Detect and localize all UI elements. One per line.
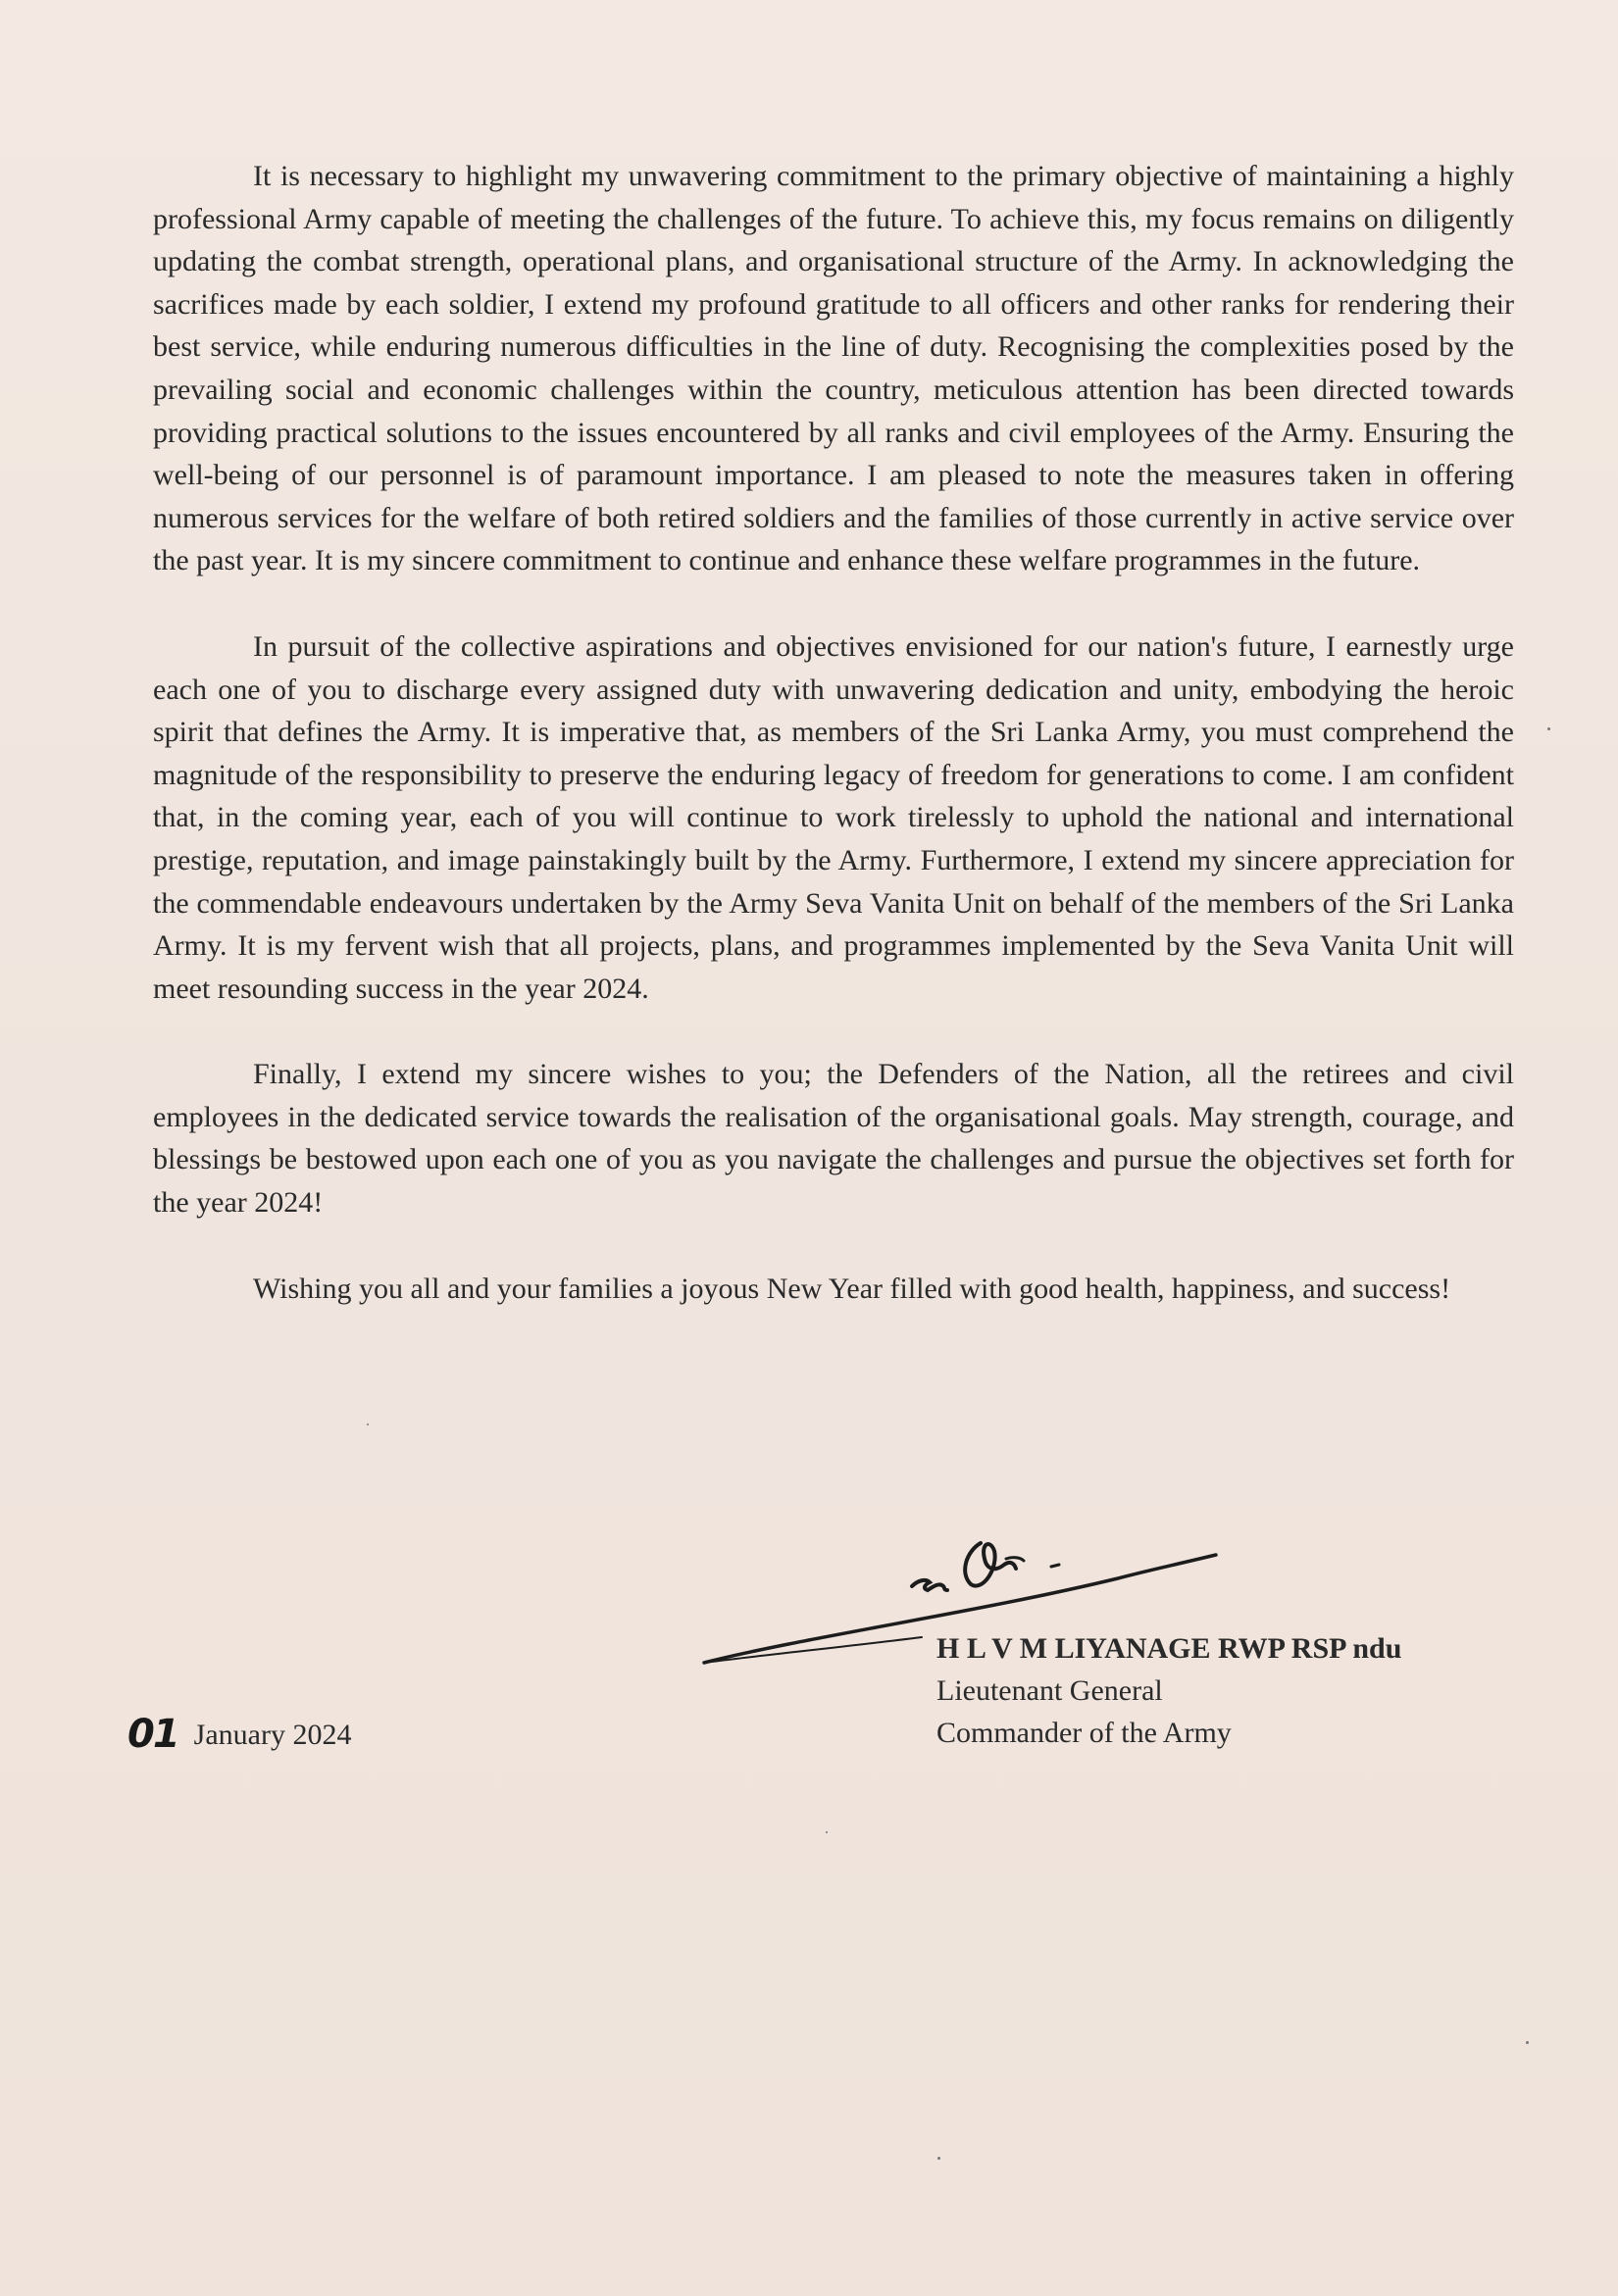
paper-speck: [367, 1423, 369, 1425]
signatory-name: H L V M LIYANAGE RWP RSP ndu: [936, 1632, 1402, 1665]
letter-body: [153, 155, 1514, 1353]
paragraph-commitment: It is necessary to highlight my unwavering commitment to the primary objective of maintaining a highly professional Army capable of meeting the challenges of the future. To achieve this, my focus remains on diligently updating the combat strength, operational plans, and organisational structure of the Army. In acknowledging the sacrifices made by each soldier, I extend my profound gratitude to all officers and other ranks for rendering their best service, while enduring numerous difficulties in the line of duty. Recognising the complexities posed by the prevailing social and economic challenges within the country, meticulous attention has been directed towards providing practical solutions to the issues encountered by all ranks and civil employees of the Army. Ensuring the well-being of our personnel is of paramount importance. I am pleased to note the measures taken in offering numerous services for the welfare of both retired soldiers and the families of those currently in active service over the past year. It is my sincere commitment to continue and enhance these welfare programmes in the future.: [153, 160, 1514, 577]
signatory-block: [936, 1627, 1401, 1754]
letter-date: [127, 1714, 351, 1756]
paragraph-aspirations: In pursuit of the collective aspirations and objectives envisioned for our nation's future, I earnestly urge each one of you to discharge every assigned duty with unwavering dedication and unity, embodying the heroic spirit that defines the Army. It is imperative that, as members of the Sri Lanka Army, you must comprehend the magnitude of the responsibility to preserve the enduring legacy of freedom for generations to come. I am confident that, in the coming year, each of you will continue to work tirelessly to uphold the national and international prestige, reputation, and image painstakingly built by the Army. Furthermore, I extend my sincere appreciation for the commendable endeavours undertaken by the Army Seva Vanita Unit on behalf of the members of the Sri Lanka Army. It is my fervent wish that all projects, plans, and programmes implemented by the Seva Vanita Unit will meet resounding success in the year 2024.: [153, 629, 1514, 1005]
paper-speck: [1526, 2041, 1529, 2044]
signatory-rank: Lieutenant General: [936, 1674, 1163, 1707]
paper-speck: [826, 1831, 828, 1833]
paper-speck: [937, 2157, 940, 2160]
paragraph-wishes: Finally, I extend my sincere wishes to you; the Defenders of the Nation, all the retirees and civil employees in the dedicated service towards the realisation of the organisational goals. May strength, courage, and blessings be bestowed upon each one of you as you navigate the challenges and pursue the objectives set forth for the year 2024!: [153, 1058, 1514, 1220]
paper-speck: [1547, 727, 1550, 730]
paragraph-new-year: Wishing you all and your families a joyous New Year filled with good health, happiness, and success!: [253, 1272, 1451, 1305]
date-day-handwritten: 01: [127, 1712, 178, 1757]
signatory-title: Commander of the Army: [936, 1717, 1232, 1749]
date-month-year: January 2024: [193, 1719, 352, 1751]
